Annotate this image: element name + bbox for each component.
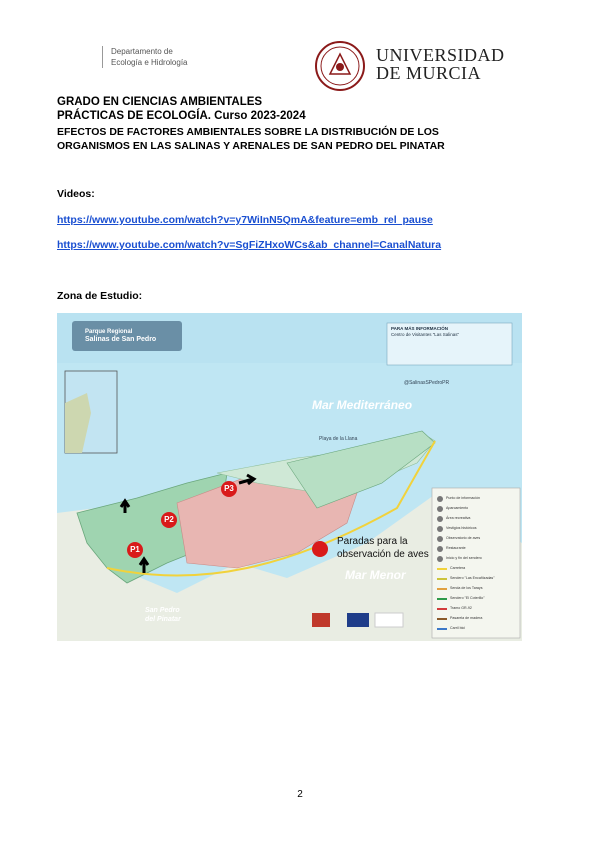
document-title [57, 95, 497, 123]
university-line-2: DE MURCIA [376, 63, 482, 83]
social-handle: @SalinasSPedroPR [404, 380, 450, 386]
subject-line-2: ORGANISMOS EN LAS SALINAS Y ARENALES DE SAN PEDRO DEL PINATAR [57, 140, 445, 152]
stops-legend-text [337, 535, 429, 561]
legend-item: Área recreativa [446, 516, 471, 520]
department-line-1: Departamento de [111, 47, 173, 56]
town-line-1: San Pedro [145, 607, 180, 614]
sea-south-label: Mar Menor [345, 568, 406, 582]
legend-item: Sendero "El Coterillo" [450, 596, 485, 600]
subject-line-1: EFECTOS DE FACTORES AMBIENTALES SOBRE LA DISTRIBUCIÓN DE LOS [57, 126, 439, 138]
university-seal-icon [314, 40, 366, 92]
stops-legend-line-1: Paradas para la [337, 536, 408, 547]
info-box-text [391, 326, 459, 338]
legend-item: Carril bici [450, 626, 465, 630]
legend-item: Senda de los Tarays [450, 586, 483, 590]
info-title: PARA MÁS INFORMACIÓN [391, 326, 448, 331]
legend-item: Punto de información [446, 496, 480, 500]
legend-items [446, 493, 495, 633]
stop-p3-label: P3 [224, 484, 234, 493]
legend-red-dot [312, 541, 328, 557]
degree-title: GRADO EN CIENCIAS AMBIENTALES [57, 96, 263, 108]
page-number: 2 [297, 789, 303, 800]
beach-label: Playa de la Llana [319, 436, 358, 442]
legend-item: Sendero "Las Encañizadas" [450, 576, 495, 580]
legend-item: Vestigios históricos [446, 526, 477, 530]
sea-north-label: Mar Mediterráneo [312, 398, 413, 412]
legend-item: Aparcamiento [446, 506, 469, 510]
legend-item: Tramo GR-92 [450, 606, 472, 610]
town-label [145, 606, 181, 624]
stops-legend-line-2: observación de aves [337, 549, 429, 560]
study-area-label: Zona de Estudio: [57, 290, 143, 302]
town-line-2: del Pinatar [145, 616, 181, 623]
department-line-2: Ecología e Hidrología [111, 58, 188, 67]
university-line-1: UNIVERSIDAD [376, 45, 505, 65]
video-link-2[interactable]: https://www.youtube.com/watch?v=SgFiZHxoWCs&ab_channel=CanalNatura [57, 239, 442, 251]
legend-item: Inicio y fin del sendero [446, 556, 482, 560]
department-label [102, 46, 221, 68]
park-name-line-2: Salinas de San Pedro [85, 336, 157, 343]
legend-item: Carretera [450, 566, 466, 570]
course-title: PRÁCTICAS DE ECOLOGÍA. Curso 2023-2024 [57, 110, 306, 122]
videos-label: Videos: [57, 188, 95, 200]
park-name [85, 328, 156, 344]
legend-item: Observatorio de aves [446, 536, 481, 540]
video-link-1[interactable]: https://www.youtube.com/watch?v=y7WiInN5QmA&feature=emb_rel_pause [57, 214, 433, 226]
park-name-line-1: Parque Regional [85, 329, 133, 335]
document-subject [57, 125, 497, 153]
study-area-map [57, 313, 522, 641]
legend-item: Restaurante [446, 546, 466, 550]
university-name [376, 46, 516, 82]
info-line-1: Centro de Visitantes "Las Salinas" [391, 332, 460, 337]
stop-p2-label: P2 [164, 515, 174, 524]
legend-item: Pasarela de madera [450, 616, 483, 620]
stop-p1-label: P1 [130, 545, 140, 554]
